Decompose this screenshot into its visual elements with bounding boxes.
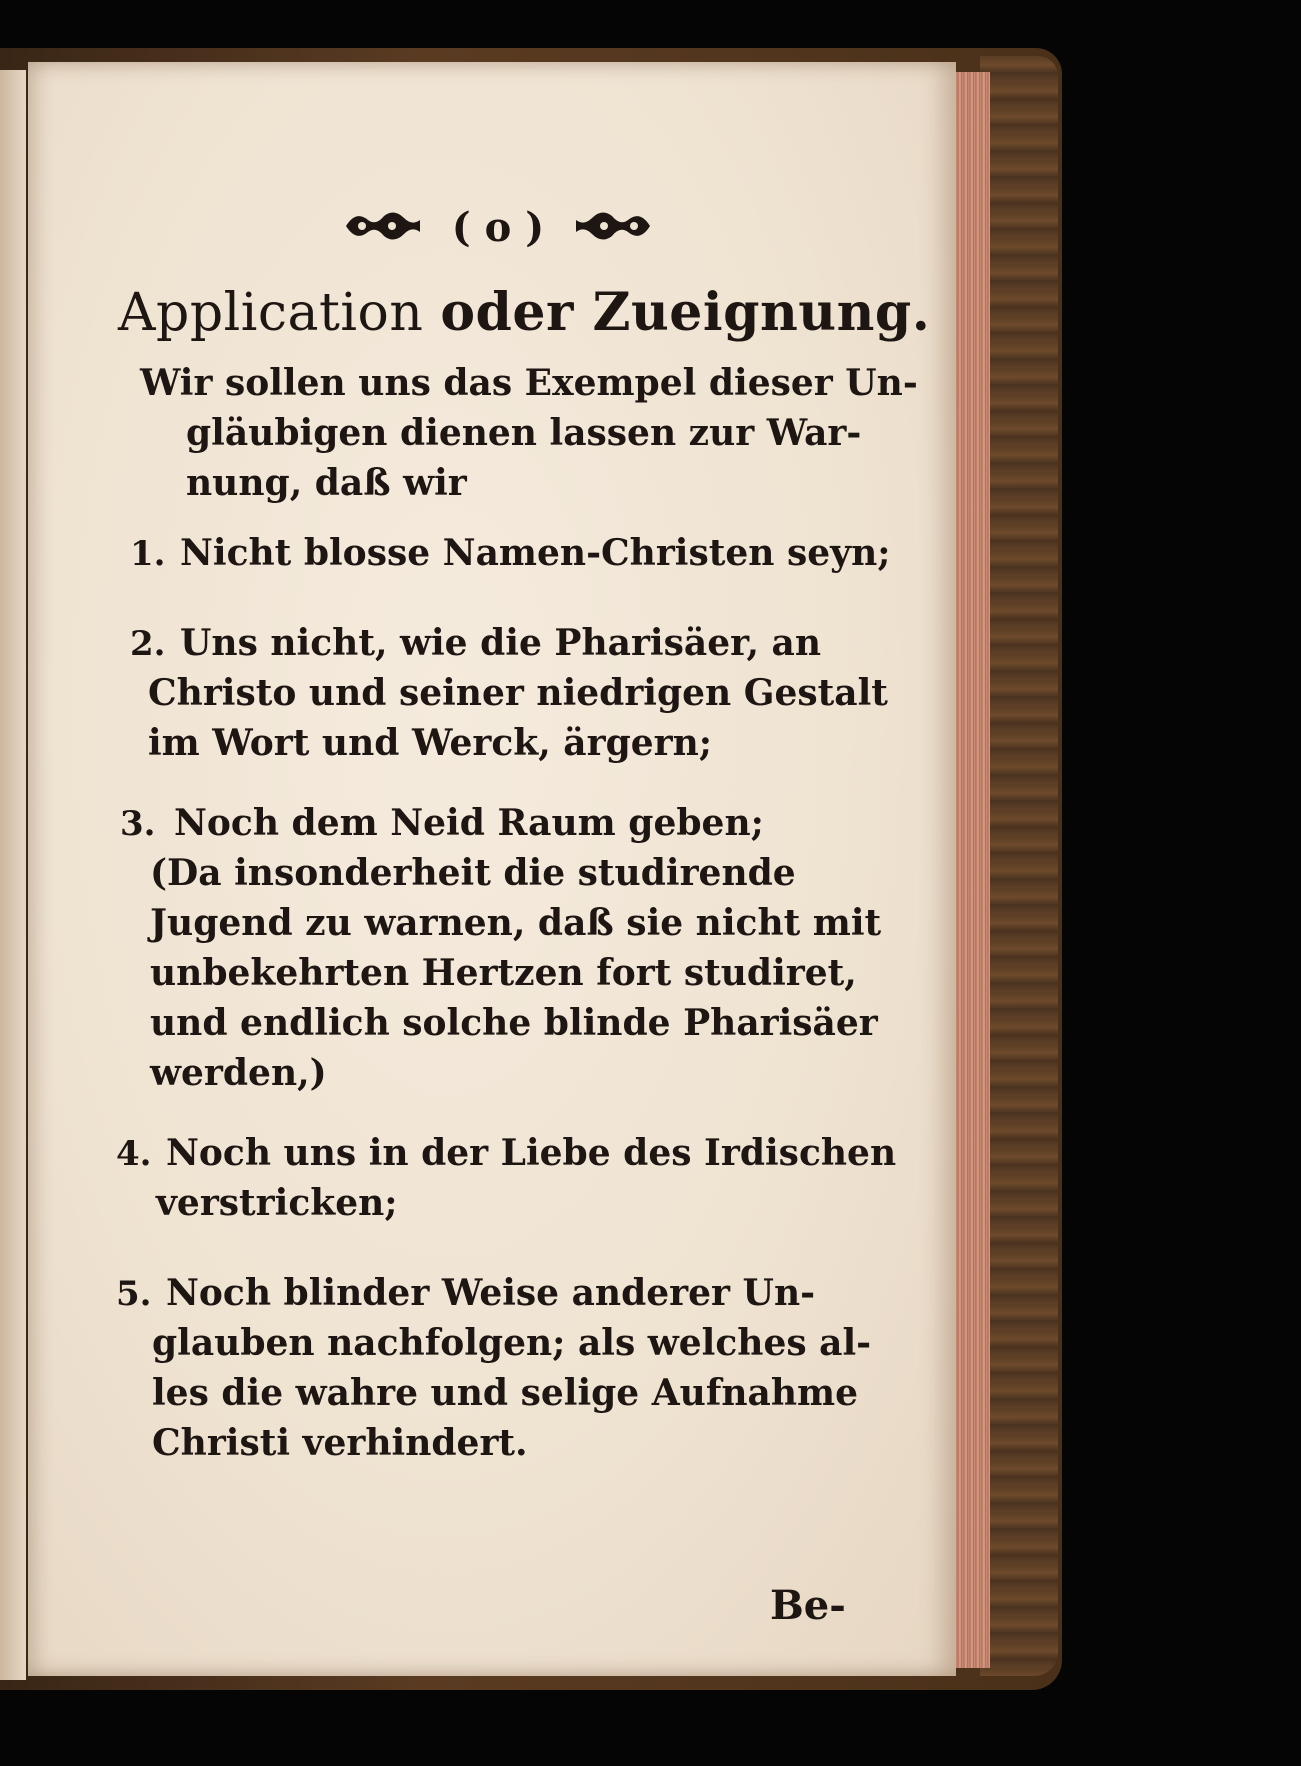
intro-line-2: gläubigen dienen lassen zur War- [186,412,862,454]
item-number-4: 4. [116,1134,152,1174]
intro-line-1: Wir sollen uns das Exempel dieser Un- [140,362,918,404]
item-4-line-2: verstricken; [156,1182,398,1224]
item-5-line-2: glauben nachfolgen; als welches al- [152,1322,872,1364]
page-edges [950,72,990,1668]
page-marker: ( o ) [451,204,545,251]
book-spine-edge [980,56,1058,1676]
item-4-line-1: Noch uns in der Liebe des Irdischen [166,1132,897,1174]
catchword: Be- [770,1582,846,1629]
item-2-line-3: im Wort und Werck, ärgern; [148,722,713,764]
item-2-line-1: Uns nicht, wie die Pharisäer, an [180,622,822,664]
item-number-3: 3. [120,804,156,844]
intro-line-3: nung, daß wir [186,462,467,504]
left-ornament-icon [342,206,424,256]
item-3-line-3: Jugend zu warnen, daß sie nicht mit [150,902,882,944]
item-3-line-6: werden,) [150,1052,327,1094]
title-roman: Application [118,283,424,343]
item-1-line-1: Nicht blosse Namen-Christen seyn; [180,532,891,574]
item-3-line-2: (Da insonderheit die studirende [150,852,796,894]
title-fraktur: oder Zueignung. [440,282,931,343]
item-number-1: 1. [130,534,166,574]
item-number-2: 2. [130,624,166,664]
item-3-line-1: Noch dem Neid Raum geben; [174,802,764,844]
item-5-line-4: Christi verhindert. [152,1422,528,1464]
item-2-line-2: Christo und seiner niedrigen Gestalt [148,672,888,714]
item-3-line-4: unbekehrten Hertzen fort studiret, [150,952,857,994]
right-ornament-icon [572,206,654,256]
page-title [118,282,930,343]
item-3-line-5: und endlich solche blinde Pharisäer [150,1002,878,1044]
item-number-5: 5. [116,1274,152,1314]
item-5-line-1: Noch blinder Weise anderer Un- [166,1272,816,1314]
item-5-line-3: les die wahre und selige Aufnahme [152,1372,859,1414]
page-header [28,204,968,256]
left-page-sliver [0,70,26,1680]
book-page [28,62,956,1676]
